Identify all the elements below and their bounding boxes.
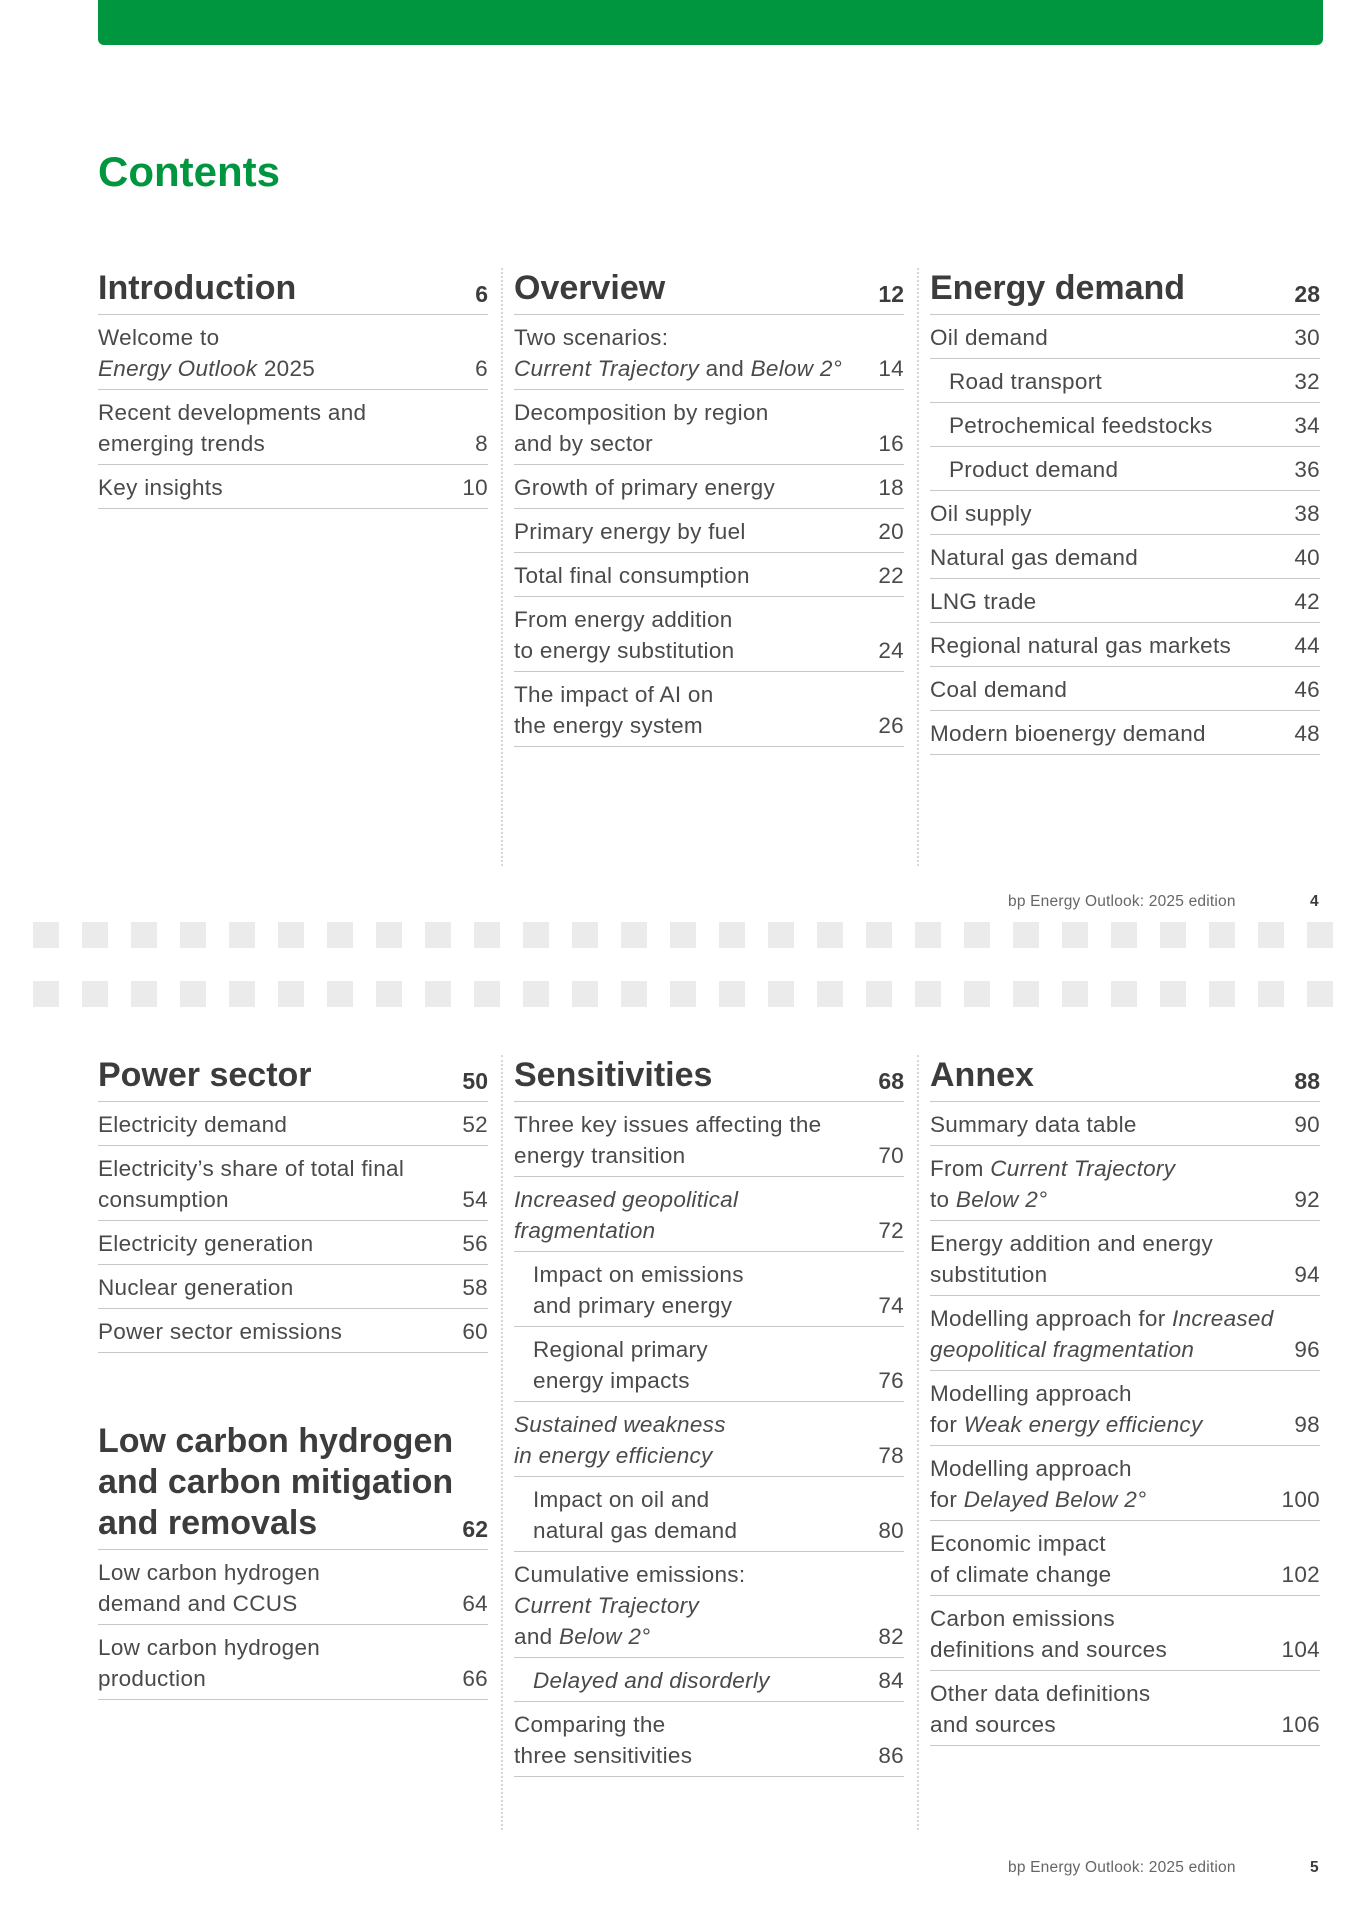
entry-text: Total final consumption [514, 563, 750, 588]
column-divider [917, 1055, 919, 1830]
italic-text: Weak energy efficiency [963, 1412, 1203, 1437]
entry-text: Nuclear generation [98, 1275, 294, 1300]
page-break-square [327, 981, 353, 1007]
toc-entry-page-number: 52 [462, 1112, 488, 1137]
toc-entry[interactable] [930, 711, 1320, 755]
toc-entry[interactable] [930, 579, 1320, 623]
entry-text: Primary energy by fuel [514, 519, 746, 544]
entry-text: Summary data table [930, 1112, 1137, 1137]
page-break-square [1013, 922, 1039, 948]
italic-text: Below 2° [559, 1624, 651, 1649]
page-title: Contents [98, 148, 280, 195]
toc-entry[interactable] [98, 1102, 488, 1146]
section-page-number: 12 [878, 281, 904, 307]
toc-entry[interactable] [514, 1177, 904, 1252]
section-page-number: 88 [1294, 1068, 1320, 1094]
toc-entry-title [949, 454, 1118, 485]
toc-entry-page-number: 48 [1294, 721, 1320, 746]
toc-entry-page-number: 66 [462, 1666, 488, 1691]
section-page-number: 28 [1294, 281, 1320, 307]
page-break-square [1111, 922, 1137, 948]
toc-entry-title [98, 1316, 342, 1347]
entry-text: Key insights [98, 475, 223, 500]
toc-entry-title [514, 1109, 822, 1171]
toc-column-introduction [98, 268, 488, 509]
page-break-square [1062, 922, 1088, 948]
section-page-number: 50 [462, 1068, 488, 1094]
italic-text: Sustained weakness in energy efficiency [514, 1412, 726, 1468]
toc-entry-page-number: 70 [878, 1143, 904, 1168]
page-number: 4 [1310, 893, 1319, 910]
toc-entry-page-number: 60 [462, 1319, 488, 1344]
toc-entry-title [930, 1453, 1146, 1515]
toc-entry[interactable] [514, 597, 904, 672]
entry-text: 2025 [257, 356, 316, 381]
toc-entry[interactable] [98, 1221, 488, 1265]
entry-text: Decomposition by region and by sector [514, 400, 769, 456]
toc-entry-page-number: 74 [878, 1293, 904, 1318]
toc-entry-page-number: 20 [878, 519, 904, 544]
toc-entry[interactable] [930, 1596, 1320, 1671]
toc-entry-title [98, 322, 315, 384]
toc-entry-title [98, 1632, 320, 1694]
page-break-square [1307, 981, 1333, 1007]
italic-text: Delayed and disorderly [533, 1668, 770, 1693]
entry-text: Coal demand [930, 677, 1068, 702]
toc-entry[interactable] [98, 315, 488, 390]
page-break-square [180, 922, 206, 948]
page-break-square [1062, 981, 1088, 1007]
toc-entry-page-number: 54 [462, 1187, 488, 1212]
page-break-square [82, 981, 108, 1007]
toc-entry-page-number: 10 [462, 475, 488, 500]
entry-text: to [930, 1187, 950, 1212]
page-break-square [621, 981, 647, 1007]
page-break-square [131, 922, 157, 948]
page-break-square [1209, 981, 1235, 1007]
toc-entry-title [930, 1228, 1213, 1290]
entry-text: Petrochemical feedstocks [949, 413, 1213, 438]
toc-entry-title [930, 718, 1206, 749]
toc-entry-page-number: 38 [1294, 501, 1320, 526]
toc-column-energy-demand [930, 268, 1320, 755]
toc-entry-title [930, 1109, 1137, 1140]
italic-text: Current Trajectory [990, 1156, 1176, 1181]
page-break-square [33, 922, 59, 948]
entry-text: Modelling approach for [930, 1456, 1132, 1512]
page-footer-text: bp Energy Outlook: 2025 edition [1008, 1859, 1236, 1876]
toc-section [98, 268, 488, 509]
entry-text: Welcome to [98, 325, 220, 350]
toc-entry-title [514, 560, 750, 591]
toc-entry-title [533, 1484, 737, 1546]
entry-text: Power sector emissions [98, 1319, 343, 1344]
toc-subentry[interactable] [514, 1658, 904, 1702]
page-break-square [229, 981, 255, 1007]
page-break-square [523, 922, 549, 948]
page-break-square [229, 922, 255, 948]
toc-column-annex [930, 1055, 1320, 1746]
page-break-square [425, 922, 451, 948]
toc-entry-page-number: 36 [1294, 457, 1320, 482]
toc-entry-page-number: 46 [1294, 677, 1320, 702]
page-break-square [1160, 981, 1186, 1007]
toc-entry[interactable] [930, 1221, 1320, 1296]
entry-text: Recent developments and emerging trends [98, 400, 367, 456]
toc-entry[interactable] [98, 1146, 488, 1221]
toc-entry-page-number: 76 [878, 1368, 904, 1393]
toc-entry-title [514, 1409, 726, 1471]
entry-text: Electricity generation [98, 1231, 314, 1256]
page-break-square [670, 922, 696, 948]
toc-entry-page-number: 24 [878, 638, 904, 663]
page-break-square [670, 981, 696, 1007]
section-title: Low carbon hydrogen and carbon mitigation and removals [98, 1422, 454, 1542]
entry-text: Modelling approach for [930, 1306, 1173, 1331]
toc-entry-page-number: 42 [1294, 589, 1320, 614]
italic-text: Increased geopolitical fragmentation [930, 1306, 1274, 1362]
toc-entry-page-number: 34 [1294, 413, 1320, 438]
italic-text: Delayed Below 2° [963, 1487, 1147, 1512]
toc-entry[interactable] [514, 315, 904, 390]
toc-entry-title [533, 1665, 770, 1696]
toc-entry-page-number: 32 [1294, 369, 1320, 394]
section-page-number: 68 [878, 1068, 904, 1094]
toc-entry-page-number: 6 [475, 356, 488, 381]
toc-entry-page-number: 80 [878, 1518, 904, 1543]
toc-subentry[interactable] [930, 403, 1320, 447]
toc-entry-title [98, 472, 223, 503]
toc-subentry[interactable] [514, 1327, 904, 1402]
page-break-square [964, 922, 990, 948]
page-break-square [915, 981, 941, 1007]
toc-entry-title [930, 542, 1138, 573]
entry-text: and [699, 356, 751, 381]
toc-entry-page-number: 94 [1294, 1262, 1320, 1287]
entry-text: Economic impact of climate change [930, 1531, 1112, 1587]
toc-entry[interactable] [930, 491, 1320, 535]
toc-entry-page-number: 92 [1294, 1187, 1320, 1212]
toc-entry-title [98, 1272, 294, 1303]
entry-text: Impact on emissions and primary energy [533, 1262, 744, 1318]
entry-text: Modern bioenergy demand [930, 721, 1206, 746]
entry-text: Low carbon hydrogen demand and CCUS [98, 1560, 321, 1616]
toc-entry[interactable] [514, 390, 904, 465]
toc-entry-page-number: 30 [1294, 325, 1320, 350]
toc-entry-title [533, 1334, 708, 1396]
column-divider [501, 1055, 503, 1830]
toc-entry[interactable] [930, 1371, 1320, 1446]
toc-entry-title [514, 679, 714, 741]
toc-entry-page-number: 82 [878, 1624, 904, 1649]
page-break-square [1111, 981, 1137, 1007]
toc-entry-page-number: 72 [878, 1218, 904, 1243]
entry-text: Road transport [949, 369, 1103, 394]
toc-section-heading[interactable] [98, 268, 488, 315]
entry-text: Product demand [949, 457, 1119, 482]
toc-entry-title [930, 586, 1037, 617]
toc-entry-page-number: 106 [1281, 1712, 1320, 1737]
toc-entry-page-number: 14 [878, 356, 904, 381]
entry-text: Cumulative emissions: [514, 1562, 746, 1587]
entry-text: Electricity’s share of total final consumption [98, 1156, 405, 1212]
toc-entry-title [514, 1559, 745, 1652]
page-break-square [1160, 922, 1186, 948]
toc-entry-title [98, 397, 366, 459]
page-break-square [376, 922, 402, 948]
page-break-square [572, 922, 598, 948]
toc-entry-title [98, 1109, 287, 1140]
column-divider [917, 268, 919, 866]
toc-entry-title [514, 1184, 738, 1246]
toc-entry[interactable] [514, 1102, 904, 1177]
page-break-square [866, 981, 892, 1007]
section-title: Overview [514, 269, 666, 307]
toc-entry-page-number: 26 [878, 713, 904, 738]
toc-entry-page-number: 18 [878, 475, 904, 500]
entry-text: Three key issues affecting the energy transition [514, 1112, 822, 1168]
toc-entry-title [930, 1678, 1150, 1740]
toc-entry-title [533, 1259, 744, 1321]
entry-text: Low carbon hydrogen production [98, 1635, 321, 1691]
entry-text: Other data definitions and sources [930, 1681, 1151, 1737]
toc-entry-title [949, 366, 1102, 397]
toc-entry-title [514, 397, 769, 459]
toc-entry-page-number: 8 [475, 431, 488, 456]
toc-entry-title [930, 1603, 1167, 1665]
page-break-square [327, 922, 353, 948]
page-break-square [425, 981, 451, 1007]
toc-entry-title [98, 1557, 320, 1619]
toc-entry[interactable] [514, 1402, 904, 1477]
toc-entry-title [930, 674, 1067, 705]
toc-entry-page-number: 56 [462, 1231, 488, 1256]
toc-entry-title [930, 322, 1048, 353]
entry-text: Growth of primary energy [514, 475, 776, 500]
toc-section [930, 268, 1320, 755]
toc-entry[interactable] [514, 1702, 904, 1777]
toc-subentry[interactable] [514, 1252, 904, 1327]
toc-column-power-sector [98, 1055, 488, 1700]
toc-entry-page-number: 84 [878, 1668, 904, 1693]
toc-entry-title [930, 1378, 1203, 1440]
toc-entry[interactable] [98, 390, 488, 465]
section-title: Power sector [98, 1056, 312, 1094]
page-break-square [33, 981, 59, 1007]
toc-entry[interactable] [930, 1446, 1320, 1521]
toc-entry[interactable] [98, 1309, 488, 1353]
toc-entry[interactable] [930, 1671, 1320, 1746]
toc-entry-page-number: 102 [1281, 1562, 1320, 1587]
toc-entry[interactable] [930, 1146, 1320, 1221]
page-break-square [1258, 922, 1284, 948]
toc-entry-title [514, 1709, 692, 1771]
toc-entry-title [514, 604, 734, 666]
page-break-pattern-bottom [0, 981, 1363, 1007]
toc-entry-title [514, 516, 746, 547]
entry-text: Energy addition and energy substitution [930, 1231, 1213, 1287]
page-break-square [768, 922, 794, 948]
toc-entry[interactable] [930, 623, 1320, 667]
section-title: Sensitivities [514, 1056, 713, 1094]
page-number: 5 [1310, 1859, 1319, 1876]
page-break-square [621, 922, 647, 948]
italic-text: Below 2° [750, 356, 843, 381]
toc-entry-page-number: 16 [878, 431, 904, 456]
toc-entry[interactable] [98, 1550, 488, 1625]
toc-section-heading[interactable] [514, 1055, 904, 1102]
page-break-square [817, 981, 843, 1007]
entry-text: Natural gas demand [930, 545, 1139, 570]
entry-text: Carbon emissions definitions and sources [930, 1606, 1168, 1662]
page-break-square [278, 922, 304, 948]
toc-entry-page-number: 104 [1281, 1637, 1320, 1662]
page-break-square [768, 981, 794, 1007]
entry-text: The impact of AI on the energy system [514, 682, 714, 738]
page-break-square [278, 981, 304, 1007]
toc-entry-page-number: 40 [1294, 545, 1320, 570]
toc-section [514, 268, 904, 747]
section-title: Annex [930, 1056, 1034, 1094]
toc-entry[interactable] [514, 509, 904, 553]
page-break-square [719, 922, 745, 948]
entry-text: Regional primary energy impacts [533, 1337, 708, 1393]
toc-entry[interactable] [930, 315, 1320, 359]
page-break-square [523, 981, 549, 1007]
toc-entry-page-number: 90 [1294, 1112, 1320, 1137]
entry-text: Oil demand [930, 325, 1049, 350]
page-break-square [474, 922, 500, 948]
italic-text: Current Trajectory [514, 356, 700, 381]
toc-entry-title [930, 630, 1231, 661]
toc-entry[interactable] [930, 535, 1320, 579]
toc-entry[interactable] [514, 672, 904, 747]
section-page-number: 62 [462, 1516, 488, 1542]
italic-text: Below 2° [955, 1187, 1048, 1212]
toc-entry-page-number: 22 [878, 563, 904, 588]
page-break-square [180, 981, 206, 1007]
entry-text: From [930, 1156, 991, 1181]
toc-entry[interactable] [98, 465, 488, 509]
toc-section-heading[interactable] [98, 1421, 488, 1550]
entry-text: Two scenarios: [514, 325, 669, 350]
page-break-square [1209, 922, 1235, 948]
italic-text: Increased geopolitical fragmentation [514, 1187, 739, 1243]
toc-entry[interactable] [514, 465, 904, 509]
page-footer-text: bp Energy Outlook: 2025 edition [1008, 893, 1236, 910]
page-break-square [376, 981, 402, 1007]
entry-text: Electricity demand [98, 1112, 288, 1137]
page-break-square [82, 922, 108, 948]
toc-entry[interactable] [98, 1625, 488, 1700]
entry-text: From energy addition to energy substitution [514, 607, 735, 663]
toc-entry[interactable] [930, 667, 1320, 711]
toc-section [98, 1055, 488, 1353]
toc-entry[interactable] [930, 1102, 1320, 1146]
toc-subentry[interactable] [930, 359, 1320, 403]
toc-entry-title [514, 322, 842, 384]
entry-text: LNG trade [930, 589, 1037, 614]
toc-section [98, 1421, 488, 1700]
toc-entry-page-number: 96 [1294, 1337, 1320, 1362]
toc-entry-title [930, 1153, 1175, 1215]
entry-text: Impact on oil and natural gas demand [533, 1487, 738, 1543]
toc-entry-page-number: 44 [1294, 633, 1320, 658]
page-break-square [817, 922, 843, 948]
page-break-square [719, 981, 745, 1007]
section-title: Energy demand [930, 269, 1186, 307]
toc-column-overview [514, 268, 904, 747]
page-break-square [131, 981, 157, 1007]
entry-text: Comparing the three sensitivities [514, 1712, 693, 1768]
toc-section-heading[interactable] [930, 1055, 1320, 1102]
entry-text: Oil supply [930, 501, 1032, 526]
toc-section-heading[interactable] [930, 268, 1320, 315]
page-break-square [866, 922, 892, 948]
page-break-pattern-top [0, 922, 1363, 948]
toc-entry-title [930, 1528, 1111, 1590]
toc-entry[interactable] [514, 1552, 904, 1658]
toc-entry-title [930, 1303, 1274, 1365]
toc-entry-title [514, 472, 775, 503]
section-page-number: 6 [475, 281, 488, 307]
italic-text: Energy Outlook [98, 356, 258, 381]
toc-entry[interactable] [930, 1521, 1320, 1596]
italic-text: Current Trajectory [514, 1593, 700, 1618]
toc-entry-title [930, 498, 1032, 529]
toc-section-heading[interactable] [514, 268, 904, 315]
toc-entry-title [949, 410, 1213, 441]
column-divider [501, 268, 503, 866]
entry-text: Regional natural gas markets [930, 633, 1232, 658]
page-break-square [1307, 922, 1333, 948]
entry-text: and [514, 1624, 553, 1649]
page-break-square [915, 922, 941, 948]
toc-section [514, 1055, 904, 1777]
toc-entry-page-number: 64 [462, 1591, 488, 1616]
toc-entry-page-number: 78 [878, 1443, 904, 1468]
toc-entry-page-number: 100 [1281, 1487, 1320, 1512]
page-break-square [1258, 981, 1284, 1007]
toc-subentry[interactable] [930, 447, 1320, 491]
toc-section-heading[interactable] [98, 1055, 488, 1102]
toc-section [930, 1055, 1320, 1746]
entry-text: Modelling approach for [930, 1381, 1132, 1437]
toc-entry-title [98, 1153, 404, 1215]
toc-entry-title [98, 1228, 313, 1259]
toc-subentry[interactable] [514, 1477, 904, 1552]
page-break-square [474, 981, 500, 1007]
toc-entry-page-number: 58 [462, 1275, 488, 1300]
toc-entry[interactable] [98, 1265, 488, 1309]
header-accent-bar [98, 0, 1323, 45]
toc-column-sensitivities [514, 1055, 904, 1777]
page-break-square [964, 981, 990, 1007]
toc-entry-page-number: 98 [1294, 1412, 1320, 1437]
page-break-square [572, 981, 598, 1007]
section-title: Introduction [98, 269, 297, 307]
toc-entry[interactable] [514, 553, 904, 597]
toc-entry-page-number: 86 [878, 1743, 904, 1768]
page-break-square [1013, 981, 1039, 1007]
toc-entry[interactable] [930, 1296, 1320, 1371]
